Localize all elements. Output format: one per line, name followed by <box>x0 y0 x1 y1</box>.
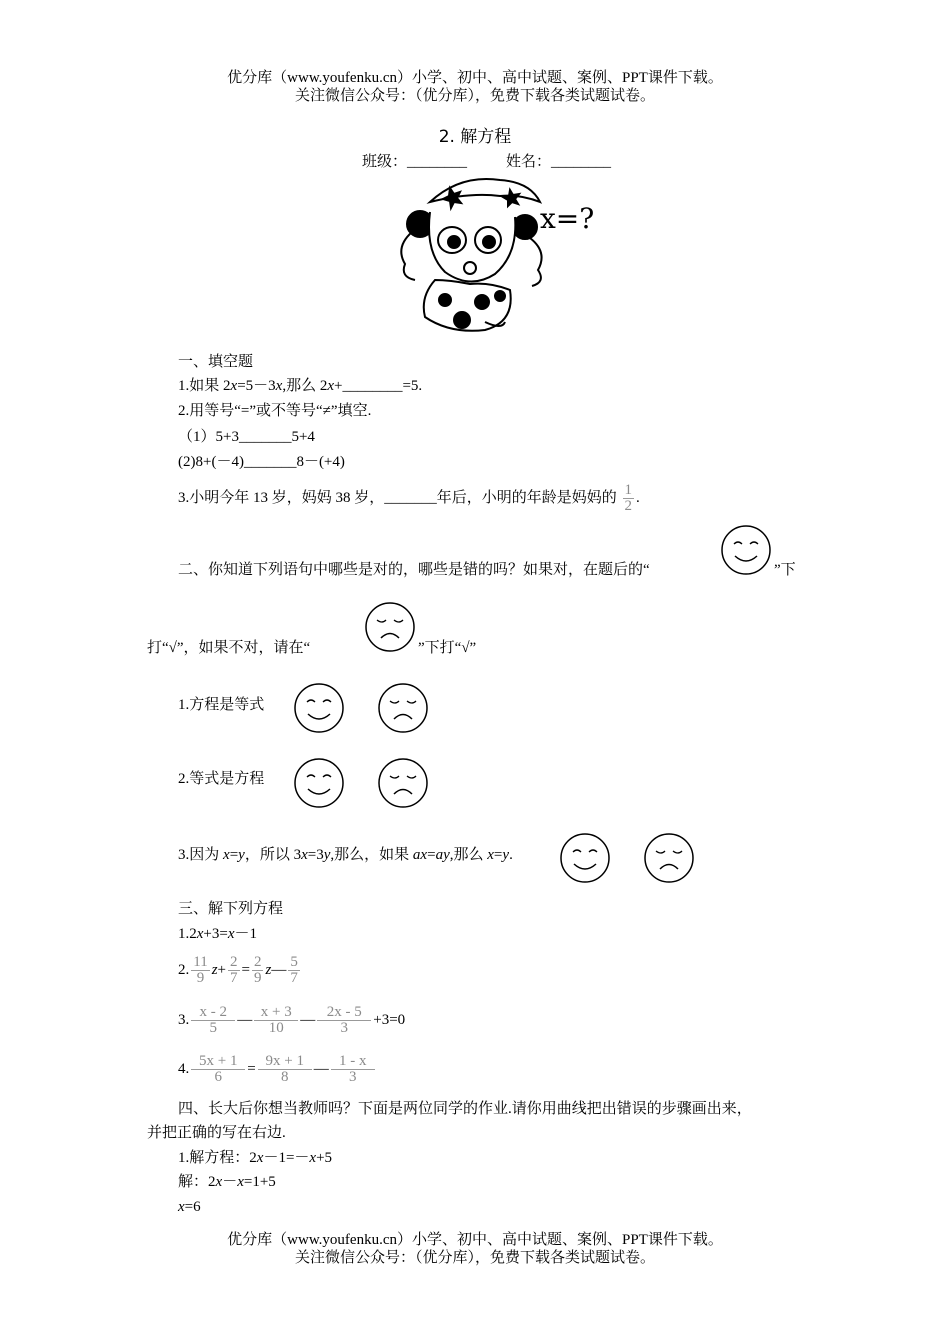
question-1-3: 3.小明今年 13 岁，妈妈 38 岁，_______年后，小明的年龄是妈妈的 $\frac{1}{2}$ . <box>178 482 640 515</box>
question-3-1: 1.2x+3=x－1 <box>178 926 258 942</box>
footer-line-1: 优分库（www.youfenku.cn）小学、初中、高中试题、案例、PPT课件下载。 <box>227 1232 723 1248</box>
question-2-2: 2.等式是方程 <box>178 771 265 787</box>
footer-line-2: 关注微信公众号：（优分库），免费下载各类试题试卷。 <box>294 1250 655 1266</box>
section3-heading: 三、解下列方程 <box>178 901 284 917</box>
solution-step-1: 解：2x－x=1+5 <box>178 1174 276 1190</box>
section1-heading: 一、填空题 <box>178 354 254 370</box>
cartoon-girl-illustration <box>390 172 610 340</box>
smiley-face-icon[interactable] <box>293 757 345 809</box>
smiley-face-icon <box>720 524 772 576</box>
sad-face-icon[interactable] <box>377 757 429 809</box>
question-3-2: 2. $\frac{11}{9}$ z+ $\frac{2}{7}$ = $\frac{2}{9}$ z— $\frac{5}{7}$ <box>178 954 298 987</box>
class-field: 班级：________ <box>362 154 468 170</box>
question-1-1: 1.如果 2x=5－3x,那么 2x+________=5. <box>178 378 423 394</box>
section4-intro-1: 四、长大后你想当教师吗？下面是两位同学的作业.请你用曲线把出错误的步骤画出来， <box>178 1101 752 1117</box>
question-2-1: 1.方程是等式 <box>178 697 265 713</box>
question-1-2-2: (2)8+(－4)_______8－(+4) <box>178 454 345 470</box>
sad-face-icon <box>364 601 416 653</box>
illustration-caption: x=? <box>540 202 595 235</box>
name-field: 姓名：________ <box>506 154 612 170</box>
solution-step-2: x=6 <box>178 1199 201 1215</box>
section2-intro-b: ”下 <box>774 562 796 578</box>
sad-face-icon[interactable] <box>643 832 695 884</box>
question-1-2: 2.用等号“=”或不等号“≠”填空. <box>178 403 372 419</box>
smiley-face-icon[interactable] <box>293 682 345 734</box>
question-3-3: 3. $\frac{x - 2}{5}$ — $\frac{x + 3}{10}$ — $\frac{2x - 5}{3}$ +3=0 <box>178 1004 406 1037</box>
page-title: 2. 解方程 <box>438 127 512 147</box>
section2-intro-c: 打“√”，如果不对，请在“ <box>147 640 311 656</box>
section2-intro-d: ”下打“√” <box>418 640 477 656</box>
question-2-3: 3.因为 x=y，所以 3x=3y,那么，如果 ax=ay,那么 x=y. <box>178 847 513 863</box>
sad-face-icon[interactable] <box>377 682 429 734</box>
header-line-2: 关注微信公众号：（优分库），免费下载各类试题试卷。 <box>294 88 655 104</box>
question-4-1: 1.解方程：2x－1=－x+5 <box>178 1150 333 1166</box>
header-line-1: 优分库（www.youfenku.cn）小学、初中、高中试题、案例、PPT课件下载。 <box>227 70 723 86</box>
fraction-one-half: $\frac{1}{2}$ <box>624 482 633 515</box>
section2-intro-a: 二、你知道下列语句中哪些是对的，哪些是错的吗？如果对，在题后的“ <box>178 562 650 578</box>
section4-intro-2: 并把正确的写在右边. <box>147 1125 286 1141</box>
question-3-4: 4. $\frac{5x + 1}{6}$ = $\frac{9x + 1}{8}$ — $\frac{1 - x}{3}$ <box>178 1049 377 1089</box>
question-1-2-1: （1）5+3_______5+4 <box>178 429 315 445</box>
smiley-face-icon[interactable] <box>559 832 611 884</box>
